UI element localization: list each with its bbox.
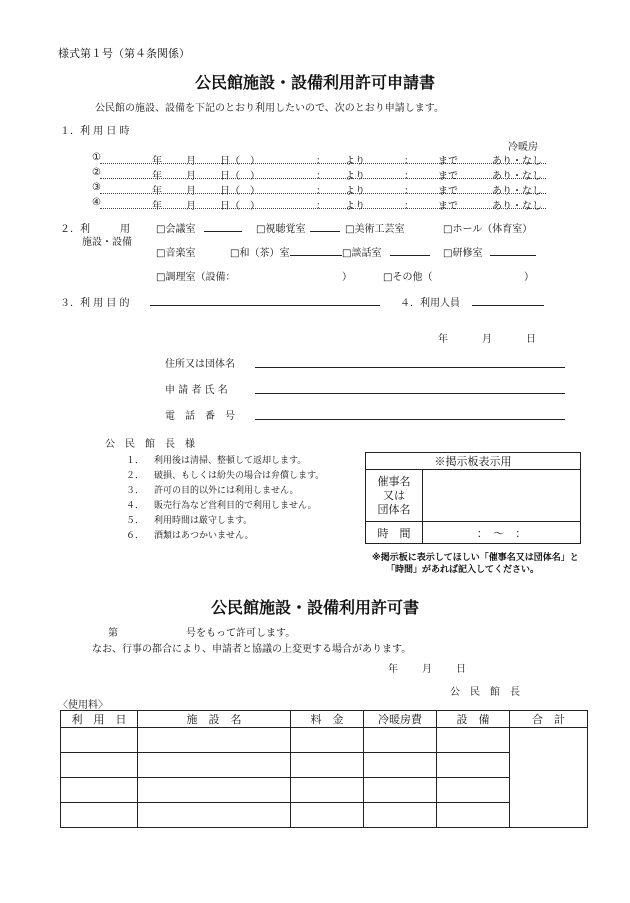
rule-number: ５． <box>126 516 145 526</box>
table-cell[interactable] <box>61 753 138 778</box>
section4-label: ４．利用人員 <box>400 298 460 309</box>
usage-row-made: まで <box>438 171 458 182</box>
name-label: 申 請 者 氏 名 <box>165 385 228 396</box>
usage-row-nen: 年 <box>152 201 162 212</box>
usage-row-nen: 年 <box>152 171 162 182</box>
rule-number: ３． <box>126 486 145 496</box>
bulletin-board-box <box>365 452 581 544</box>
rule-text: 販売行為など営利目的で利用しません。 <box>154 501 317 511</box>
board-org-label <box>366 470 423 522</box>
usage-row-yori: より <box>345 171 365 182</box>
rule-number: １． <box>126 456 145 466</box>
permit-title: 公民館施設・設備利用許可書 <box>210 598 419 617</box>
usage-row-heat[interactable]: あり・なし <box>492 201 542 212</box>
board-org-label-2: 又は <box>383 488 405 502</box>
board-org-label-3: 団体名 <box>377 502 411 516</box>
permit-month: 月 <box>422 664 432 675</box>
usage-row-no: ① <box>92 152 101 163</box>
option-music-room[interactable]: □音楽室 <box>156 248 196 259</box>
table-cell[interactable] <box>291 803 364 828</box>
rule-text: 利用時間は厳守します。 <box>154 516 253 526</box>
option-other[interactable]: □その他（ <box>383 272 433 283</box>
rule-text: 利用後は清掃、整頓して返却します。 <box>154 456 307 466</box>
rule-number: ４． <box>126 501 145 511</box>
fee-label: 〈使用料〉 <box>58 700 108 711</box>
usage-row-colon1: ： <box>316 201 326 212</box>
usage-row-made: まで <box>438 201 458 212</box>
rule-number: ２． <box>126 471 145 481</box>
rule-text: 酒類はあつかいません。 <box>154 531 254 541</box>
usage-row-colon2: ： <box>404 171 414 182</box>
table-cell[interactable] <box>61 778 138 803</box>
phone-label: 電 話 番 号 <box>165 411 235 422</box>
fee-header-total: 合 計 <box>510 711 588 728</box>
board-time-label: 時 間 <box>366 522 423 544</box>
option-hall[interactable]: □ホール（体育室） <box>443 224 533 235</box>
rule-number: ６． <box>126 531 145 541</box>
table-cell[interactable] <box>364 753 437 778</box>
date-month: 月 <box>482 334 492 345</box>
usage-row-tsuki: 月 <box>186 156 196 167</box>
usage-row-no: ② <box>92 167 101 178</box>
page-title: 公民館施設・設備利用許可申請書 <box>194 73 435 92</box>
usage-row-tsuki: 月 <box>186 171 196 182</box>
usage-row-no: ④ <box>92 197 101 208</box>
table-cell[interactable] <box>364 803 437 828</box>
rule-text: 破損、もしくは紛失の場合は弁償します。 <box>154 471 325 481</box>
form-number: 様式第１号（第４条関係） <box>58 47 190 60</box>
table-cell[interactable] <box>61 728 138 753</box>
board-title: ※掲示板表示用 <box>366 453 581 470</box>
phone-field[interactable] <box>255 419 565 420</box>
table-cell[interactable] <box>437 803 510 828</box>
usage-row-tsuki: 月 <box>186 201 196 212</box>
address-field[interactable] <box>255 367 565 368</box>
paren-close: ） <box>342 272 352 283</box>
usage-row-made: まで <box>438 156 458 167</box>
table-cell[interactable] <box>138 803 291 828</box>
usage-row-nen: 年 <box>152 156 162 167</box>
usage-row-colon2: ： <box>404 156 414 167</box>
board-org-field[interactable] <box>423 470 581 522</box>
heat-header: 冷暖房 <box>508 142 538 153</box>
table-cell[interactable] <box>437 778 510 803</box>
section1-label: １．利 用 日 時 <box>60 126 130 137</box>
usage-row-colon1: ： <box>316 156 326 167</box>
addressee: 公 民 館 長 様 <box>105 439 195 450</box>
fee-header-fee: 料 金 <box>291 711 364 728</box>
option-meeting-room[interactable]: □会議室 <box>156 224 196 235</box>
option-training-room[interactable]: □研修室 <box>443 248 483 259</box>
fee-header-date: 利 用 日 <box>61 711 138 728</box>
usage-row-hi: 日（ ） <box>220 156 260 167</box>
usage-row-made: まで <box>438 186 458 197</box>
table-cell[interactable] <box>291 778 364 803</box>
usage-row-heat[interactable]: あり・なし <box>492 171 542 182</box>
usage-row-tsuki: 月 <box>186 186 196 197</box>
usage-row-heat[interactable]: あり・なし <box>492 156 542 167</box>
usage-row-colon1: ： <box>316 186 326 197</box>
address-label: 住所又は団体名 <box>165 359 235 370</box>
table-cell[interactable] <box>61 803 138 828</box>
fee-header-heating: 冷暖房費 <box>364 711 437 728</box>
usage-row-hi: 日（ ） <box>220 186 260 197</box>
option-av-room[interactable]: □視聴覚室 <box>256 224 306 235</box>
permit-year: 年 <box>388 664 398 675</box>
option-cooking-room[interactable]: □調理室（設備： <box>156 272 236 283</box>
table-cell[interactable] <box>291 753 364 778</box>
table-cell[interactable] <box>138 753 291 778</box>
permit-chief: 公 民 館 長 <box>450 687 520 698</box>
table-cell[interactable] <box>437 728 510 753</box>
permit-number-suffix: 号をもって許可します。 <box>186 628 296 639</box>
usage-row-colon1: ： <box>316 171 326 182</box>
table-cell[interactable] <box>364 728 437 753</box>
name-field[interactable] <box>255 393 565 394</box>
date-year: 年 <box>438 334 448 345</box>
option-tea-room[interactable]: □和（茶）室 <box>230 248 290 259</box>
permit-number-prefix: 第 <box>108 628 118 639</box>
total-cell[interactable] <box>510 728 588 828</box>
usage-row-yori: より <box>345 186 365 197</box>
paren-close: ） <box>524 272 534 283</box>
fee-header-equipment: 設 備 <box>437 711 510 728</box>
table-cell[interactable] <box>364 778 437 803</box>
usage-row-yori: より <box>345 156 365 167</box>
usage-row-nen: 年 <box>152 186 162 197</box>
usage-row-yori: より <box>345 201 365 212</box>
permit-note: なお、行事の都合により、申請者と協議の上変更する場合があります。 <box>92 644 412 655</box>
section2-label-sub: 施設・設備 <box>82 237 132 248</box>
board-time-field[interactable]: ： 〜 ： <box>423 522 581 544</box>
option-lounge[interactable]: □談話室 <box>342 248 382 259</box>
usage-row-colon2: ： <box>404 186 414 197</box>
table-cell[interactable] <box>437 753 510 778</box>
board-note-1: ※掲示板に表示してほしい「催事名又は団体名」と <box>372 553 579 563</box>
table-cell[interactable] <box>138 728 291 753</box>
fee-table <box>60 710 588 828</box>
fee-header-facility: 施 設 名 <box>138 711 291 728</box>
usage-row-heat[interactable]: あり・なし <box>492 186 542 197</box>
intro-text: 公民館の施設、設備を下記のとおり利用したいので、次のとおり申請します。 <box>95 103 444 114</box>
board-org-label-1: 催事名 <box>377 474 411 488</box>
usage-row-no: ③ <box>92 182 101 193</box>
board-note-2: 「時間」があれば記入してください。 <box>386 565 540 575</box>
date-day: 日 <box>526 334 536 345</box>
permit-day: 日 <box>456 664 466 675</box>
rule-text: 許可の目的以外には利用しません。 <box>154 486 299 496</box>
section3-label: ３．利 用 目 的 <box>60 298 130 309</box>
section2-label: ２．利 用 <box>60 224 130 235</box>
usage-row-hi: 日（ ） <box>220 201 260 212</box>
usage-row-hi: 日（ ） <box>220 171 260 182</box>
table-cell[interactable] <box>291 728 364 753</box>
usage-row-colon2: ： <box>404 201 414 212</box>
option-art-room[interactable]: □美術工芸室 <box>345 224 405 235</box>
table-cell[interactable] <box>138 778 291 803</box>
